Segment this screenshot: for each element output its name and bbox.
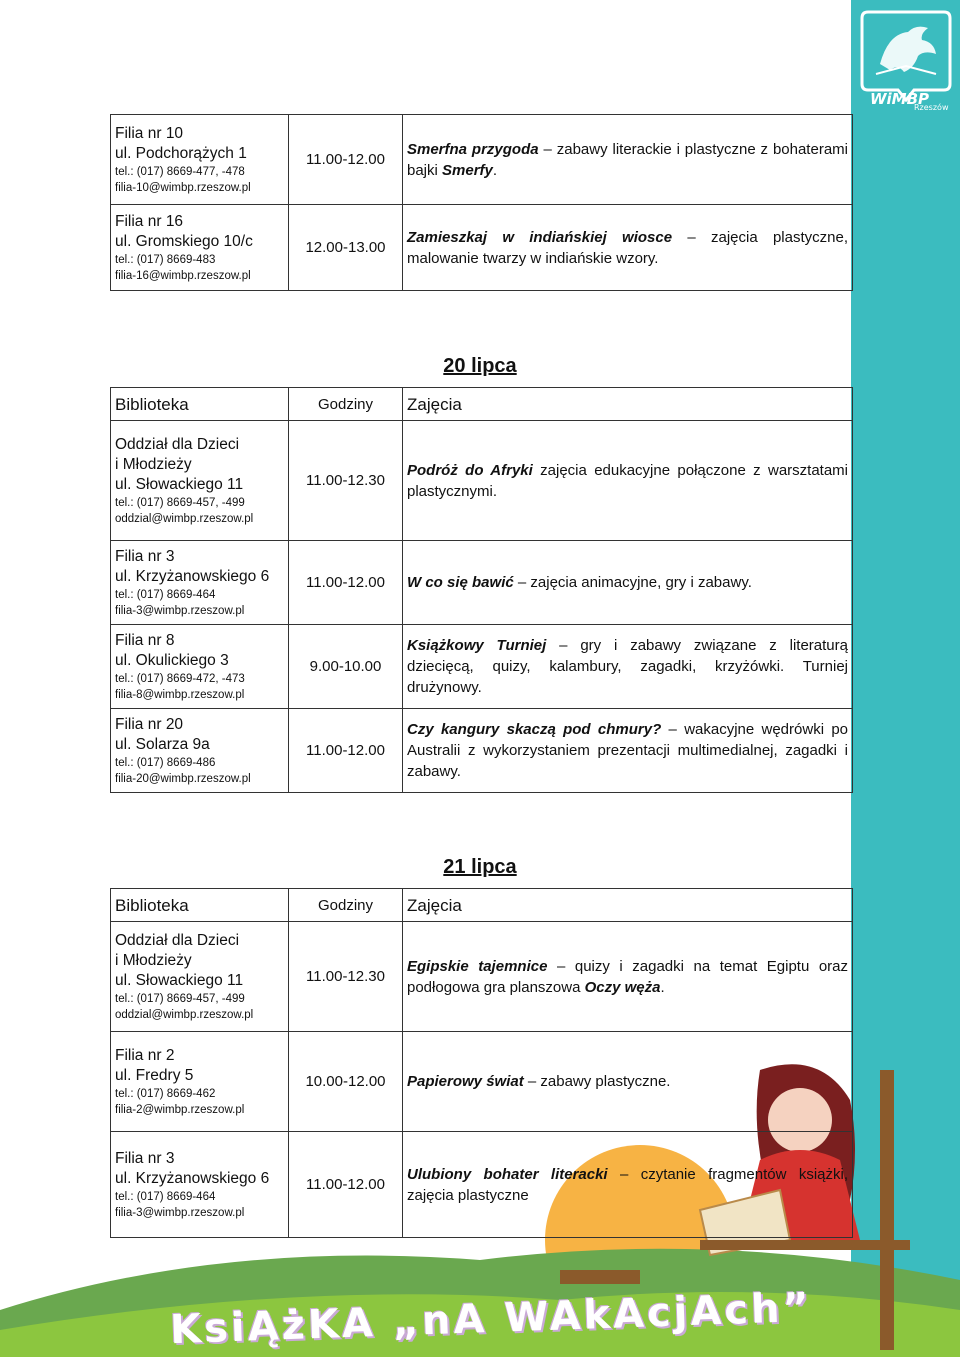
library-email: filia-3@wimbp.rzeszow.pl bbox=[115, 1206, 245, 1219]
table-row bbox=[111, 1032, 853, 1132]
tree-trunk-shape bbox=[880, 1070, 894, 1350]
activity-description: gry i zabawy związane z literaturą dziecięcą, quizy, kalambury, zagadki, krzyżówki. Turniej drużynowy. bbox=[407, 637, 848, 696]
dash: – bbox=[523, 1073, 541, 1090]
library-name: Filia nr 2 bbox=[115, 1046, 175, 1064]
hours-cell: 11.00-12.00 bbox=[289, 115, 403, 205]
library-phone: tel.: (017) 8669-486 bbox=[115, 756, 216, 769]
header-hours: Godziny bbox=[289, 388, 403, 421]
library-address: ul. Słowackiego 11 bbox=[115, 971, 244, 989]
activity-end: . bbox=[660, 978, 665, 996]
activity-cell bbox=[403, 1132, 853, 1238]
library-name: Filia nr 20 bbox=[115, 715, 184, 733]
library-name: Filia nr 8 bbox=[115, 631, 175, 649]
header-library: Biblioteka bbox=[111, 388, 289, 421]
activity-cell bbox=[403, 922, 853, 1032]
library-phone: tel.: (017) 8669-483 bbox=[115, 253, 216, 266]
branch-shape bbox=[700, 1240, 910, 1250]
table-row bbox=[111, 625, 853, 709]
schedule-table-continued bbox=[110, 114, 853, 291]
table-row bbox=[111, 709, 853, 793]
library-name: Oddział dla Dzieci bbox=[115, 435, 240, 453]
dash: – bbox=[513, 574, 531, 591]
library-name: Filia nr 3 bbox=[115, 547, 175, 565]
library-cell bbox=[111, 709, 289, 793]
library-cell bbox=[111, 205, 289, 291]
table-row bbox=[111, 922, 853, 1032]
activity-description: zajęcia animacyjne, gry i zabawy. bbox=[530, 574, 752, 591]
library-address: ul. Gromskiego 10/c bbox=[115, 232, 253, 250]
table-row bbox=[111, 421, 853, 541]
library-email: filia-3@wimbp.rzeszow.pl bbox=[115, 604, 245, 617]
table-row bbox=[111, 1132, 853, 1238]
schedule-table-21-july bbox=[110, 888, 853, 1238]
dash: – bbox=[672, 228, 711, 246]
library-name: Oddział dla Dzieci bbox=[115, 931, 240, 949]
activity-description: zajęcia plastyczne, malowanie twarzy w indiańskie wzory. bbox=[407, 228, 848, 267]
hours-cell: 11.00-12.00 bbox=[289, 1132, 403, 1238]
library-phone: tel.: (017) 8669-464 bbox=[115, 588, 216, 601]
library-email: filia-10@wimbp.rzeszow.pl bbox=[115, 181, 251, 194]
hours-cell: 9.00-10.00 bbox=[289, 625, 403, 709]
activity-title: Zamieszkaj w indiańskiej wiosce bbox=[407, 228, 673, 246]
library-name-line2: i Młodzieży bbox=[115, 951, 192, 969]
table-row bbox=[111, 541, 853, 625]
hours-cell: 10.00-12.00 bbox=[289, 1032, 403, 1132]
library-cell bbox=[111, 541, 289, 625]
activity-description: zajęcia edukacyjne połączone z warsztatami plastycznymi. bbox=[407, 461, 849, 500]
activity-cell bbox=[403, 541, 853, 625]
activity-end: . bbox=[492, 161, 498, 179]
library-phone: tel.: (017) 8669-464 bbox=[115, 1190, 216, 1203]
activity-title: Smerfna przygoda bbox=[407, 140, 539, 158]
date-heading: 21 lipca bbox=[443, 856, 517, 878]
library-address: ul. Krzyżanowskiego 6 bbox=[115, 1169, 270, 1187]
activity-cell bbox=[403, 709, 853, 793]
library-address: ul. Fredry 5 bbox=[115, 1066, 194, 1084]
library-name-line2: i Młodzieży bbox=[115, 455, 192, 473]
library-cell bbox=[111, 625, 289, 709]
activity-cell bbox=[403, 625, 853, 709]
library-email: filia-20@wimbp.rzeszow.pl bbox=[115, 772, 251, 785]
activity-title: Podróż do Afryki bbox=[407, 461, 533, 479]
activity-description: quizy i zagadki na temat Egiptu oraz podłogowa gra planszowa bbox=[407, 957, 849, 996]
bench-shape bbox=[560, 1270, 640, 1284]
library-cell bbox=[111, 115, 289, 205]
library-name: Filia nr 3 bbox=[115, 1149, 175, 1167]
hours-cell: 11.00-12.30 bbox=[289, 922, 403, 1032]
library-address: ul. Solarza 9a bbox=[115, 735, 210, 753]
activity-cell bbox=[403, 115, 853, 205]
table-row bbox=[111, 205, 853, 291]
library-phone: tel.: (017) 8669-472, -473 bbox=[115, 672, 245, 685]
activity-title: W co się bawić bbox=[407, 574, 514, 591]
library-email: oddzial@wimbp.rzeszow.pl bbox=[115, 512, 254, 525]
library-name: Filia nr 16 bbox=[115, 212, 184, 230]
hours-cell: 12.00-13.00 bbox=[289, 205, 403, 291]
library-cell bbox=[111, 421, 289, 541]
header-activities: Zajęcia bbox=[403, 388, 853, 421]
header-activities: Zajęcia bbox=[403, 889, 853, 922]
table-row bbox=[111, 115, 853, 205]
library-email: filia-8@wimbp.rzeszow.pl bbox=[115, 688, 245, 701]
library-address: ul. Słowackiego 11 bbox=[115, 475, 244, 493]
activity-description: zabawy literackie i plastyczne z bohaterami bajki bbox=[407, 140, 848, 179]
activity-title: Egipskie tajemnice bbox=[407, 957, 548, 975]
library-cell bbox=[111, 1032, 289, 1132]
library-email: filia-2@wimbp.rzeszow.pl bbox=[115, 1103, 245, 1116]
hours-cell: 11.00-12.00 bbox=[289, 709, 403, 793]
date-heading: 20 lipca bbox=[443, 355, 517, 377]
schedule-table-20-july bbox=[110, 387, 853, 793]
activity-cell bbox=[403, 205, 853, 291]
library-phone: tel.: (017) 8669-457, -499 bbox=[115, 496, 245, 509]
activity-title: Ulubiony bohater literacki bbox=[407, 1165, 608, 1183]
hours-cell: 11.00-12.00 bbox=[289, 541, 403, 625]
library-address: ul. Podchorążych 1 bbox=[115, 144, 247, 162]
library-phone: tel.: (017) 8669-457, -499 bbox=[115, 992, 245, 1005]
library-name: Filia nr 10 bbox=[115, 124, 184, 142]
activity-title: Książkowy Turniej bbox=[407, 637, 547, 654]
library-cell bbox=[111, 922, 289, 1032]
activity-emphasis: Oczy węża bbox=[584, 978, 661, 996]
activity-description: czytanie fragmentów książki, zajęcia plastyczne bbox=[407, 1165, 848, 1204]
campaign-slogan: KsiĄżKA „nA WAkAcjAch” bbox=[169, 1284, 813, 1354]
library-email: oddzial@wimbp.rzeszow.pl bbox=[115, 1008, 254, 1021]
library-address: ul. Krzyżanowskiego 6 bbox=[115, 567, 270, 585]
activity-title: Papierowy świat bbox=[407, 1073, 524, 1090]
activity-description: wakacyjne wędrówki po Australii z wykorzystaniem prezentacji multimedialnej, zagadki i zabawy. bbox=[407, 721, 849, 780]
header-hours: Godziny bbox=[289, 889, 403, 922]
logo-text: WiMBP bbox=[870, 90, 930, 108]
library-cell bbox=[111, 1132, 289, 1238]
dash: – bbox=[538, 140, 557, 158]
logo-subtitle: Rzeszów bbox=[914, 103, 949, 112]
library-email: filia-16@wimbp.rzeszow.pl bbox=[115, 269, 251, 282]
dash: – bbox=[607, 1165, 641, 1183]
table-header-row bbox=[111, 889, 853, 922]
library-phone: tel.: (017) 8669-477, -478 bbox=[115, 165, 245, 178]
activity-title: Czy kangury skaczą pod chmury? bbox=[407, 721, 662, 738]
activity-cell bbox=[403, 1032, 853, 1132]
dash: – bbox=[547, 957, 575, 975]
hours-cell: 11.00-12.30 bbox=[289, 421, 403, 541]
library-logo bbox=[858, 4, 954, 112]
library-address: ul. Okulickiego 3 bbox=[115, 651, 229, 669]
activity-description: zabawy plastyczne. bbox=[540, 1073, 671, 1090]
activity-cell bbox=[403, 421, 853, 541]
table-header-row bbox=[111, 388, 853, 421]
activity-emphasis: Smerfy bbox=[442, 161, 493, 179]
dash: – bbox=[546, 637, 581, 654]
library-phone: tel.: (017) 8669-462 bbox=[115, 1087, 216, 1100]
dash: – bbox=[661, 721, 685, 738]
header-library: Biblioteka bbox=[111, 889, 289, 922]
